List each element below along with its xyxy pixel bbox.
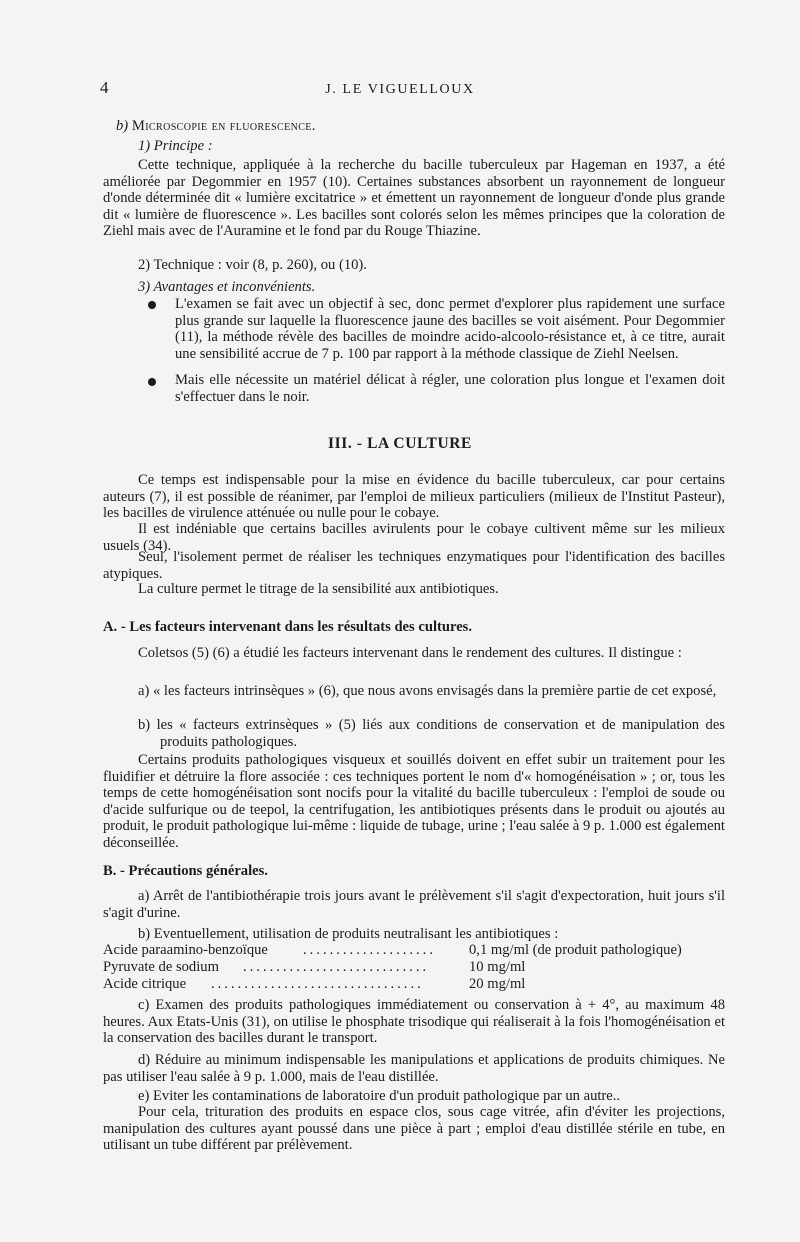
- neutralizer-row: [103, 959, 733, 976]
- precaution-e: e) Eviter les contaminations de laboratoire d'un produit pathologique par un autre..: [138, 1088, 621, 1104]
- page-number: 4: [100, 78, 109, 97]
- bullet-dot-2: [148, 378, 156, 386]
- precaution-b: b) Eventuellement, utilisation de produits neutralisant les antibiotiques :: [138, 926, 559, 942]
- leader-dots: ....................: [303, 942, 436, 958]
- neutralizer-name: Pyruvate de sodium: [103, 959, 219, 975]
- neutralizer-value: 20 mg/ml: [469, 976, 526, 992]
- section-a-heading: A. - Les facteurs intervenant dans les résultats des cultures.: [103, 619, 473, 635]
- principe-heading: 1) Principe :: [138, 138, 213, 154]
- neutralizer-name: Acide paraamino-benzoïque: [103, 942, 268, 958]
- section-a-paragraph: Certains produits pathologiques visqueux et souillés doivent en effet subir un traitement pour les fluidifier et détruire la flore associée : ces techniques portent le nom d'« homogénéisation » ; or, tous les temps de cette homogénéisation sont nocifs pour la vitalité du bacille tuberculeux : l'emploi de soude ou d'acide sulfurique ou de teepol, la centrifugation, les antibiotiques présents dans le produit ou ajoutés au produit, le produit pathologique lui-même : liquide de tubage, urine ; l'eau salée à 9 p. 1.000 est également déconseillée.: [103, 752, 725, 851]
- bullet-item-2: Mais elle nécessite un matériel délicat à régler, une coloration plus longue et l'examen doit s'effectuer dans le noir.: [175, 372, 725, 405]
- culture-paragraph-2: Il est indéniable que certains bacilles avirulents pour le cobaye cultivent même sur les milieux usuels (34).: [103, 521, 725, 554]
- neutralizer-value: 10 mg/ml: [469, 959, 526, 975]
- section-a-item-b: b) les « facteurs extrinsèques » (5) liés aux conditions de conservation et de manipulation des produits pathologiques.: [138, 717, 725, 750]
- section-heading-culture: III. - LA CULTURE: [327, 435, 472, 452]
- section-a-item-a: a) « les facteurs intrinsèques » (6), que nous avons envisagés dans la première partie de cet exposé,: [138, 683, 717, 699]
- culture-paragraph-1: Ce temps est indispensable pour la mise en évidence du bacille tuberculeux, car pour certains auteurs (7), il est possible de réanimer, par l'emploi de milieux particuliers (milieux de l'Institut Pasteur), les bacilles de virulence atténuée ou nulle pour le cobaye.: [103, 472, 725, 522]
- fluorescence-title: Microscopie en fluorescence.: [131, 118, 316, 134]
- fluorescence-heading: [116, 118, 316, 135]
- neutralizer-row: [103, 942, 733, 959]
- precaution-a: a) Arrêt de l'antibiothérapie trois jours avant le prélèvement s'il s'agit d'expectoration, huit jours s'il s'agit d'urine.: [103, 888, 725, 921]
- leader-dots: ............................: [243, 959, 430, 975]
- neutralizer-name: Acide citrique: [103, 976, 187, 992]
- section-b-heading: B. - Précautions générales.: [103, 863, 268, 879]
- bullet-item-1: L'examen se fait avec un objectif à sec, donc permet d'explorer plus rapidement une surface plus grande sur laquelle la fluorescence jaune des bacilles se voit aisément. Pour Degommier (11), la méthode révèle des bacilles de moindre acido-alcoolo-résistance et, à ce titre, aurait une sensibilité accrue de 7 p. 100 par rapport à la méthode classique de Ziehl Neelsen.: [175, 296, 725, 362]
- precaution-d: d) Réduire au minimum indispensable les manipulations et applications de produits chimiques. Ne pas utiliser l'eau salée à 9 p. 1.000, mais de l'eau distillée.: [103, 1052, 725, 1085]
- avantages-heading: 3) Avantages et inconvénients.: [138, 279, 316, 295]
- section-a-intro: Coletsos (5) (6) a étudié les facteurs intervenant dans le rendement des cultures. Il distingue :: [138, 645, 682, 661]
- fluorescence-label: b): [116, 118, 129, 134]
- technique-line: 2) Technique : voir (8, p. 260), ou (10).: [138, 257, 367, 273]
- principe-paragraph: Cette technique, appliquée à la recherche du bacille tuberculeux par Hageman en 1937, a été améliorée par Degommier en 1957 (10). Certaines substances absorbent un rayonnement de longueur d'onde déterminée dit « lumière excitatrice » et émettent un rayonnement de longueur d'onde plus grande dit « lumière de fluorescence ». Les bacilles sont colorés selon les mêmes principes que la coloration de Ziehl mais avec de l'Auramine et le fond par du Rouge Thiazine.: [103, 157, 725, 240]
- neutralizer-row: [103, 976, 733, 993]
- culture-paragraph-3: Seul, l'isolement permet de réaliser les techniques enzymatiques pour l'identification des bacilles atypiques.: [103, 549, 725, 582]
- neutralizer-value: 0,1 mg/ml (de produit pathologique): [469, 942, 682, 958]
- bullet-dot-1: [148, 301, 156, 309]
- leader-dots: ................................: [211, 976, 424, 992]
- precaution-c: c) Examen des produits pathologiques immédiatement ou conservation à + 4°, au maximum 48 heures. Aux Etats-Unis (31), on utilise le phosphate trisodique qui réaliserait à la fois l'homogénéisation et la conservation des bacilles durant le transport.: [103, 997, 725, 1047]
- running-title: J. LE VIGUELLOUX: [325, 82, 475, 97]
- culture-paragraph-4: La culture permet le titrage de la sensibilité aux antibiotiques.: [138, 581, 499, 597]
- precaution-e-details: Pour cela, trituration des produits en espace clos, sous cage vitrée, afin d'éviter les projections, manipulation des cultures ayant poussé dans une pièce à part ; emploi d'eau distillée stérile en tube, en utilisant un tube différent par prélèvement.: [103, 1104, 725, 1154]
